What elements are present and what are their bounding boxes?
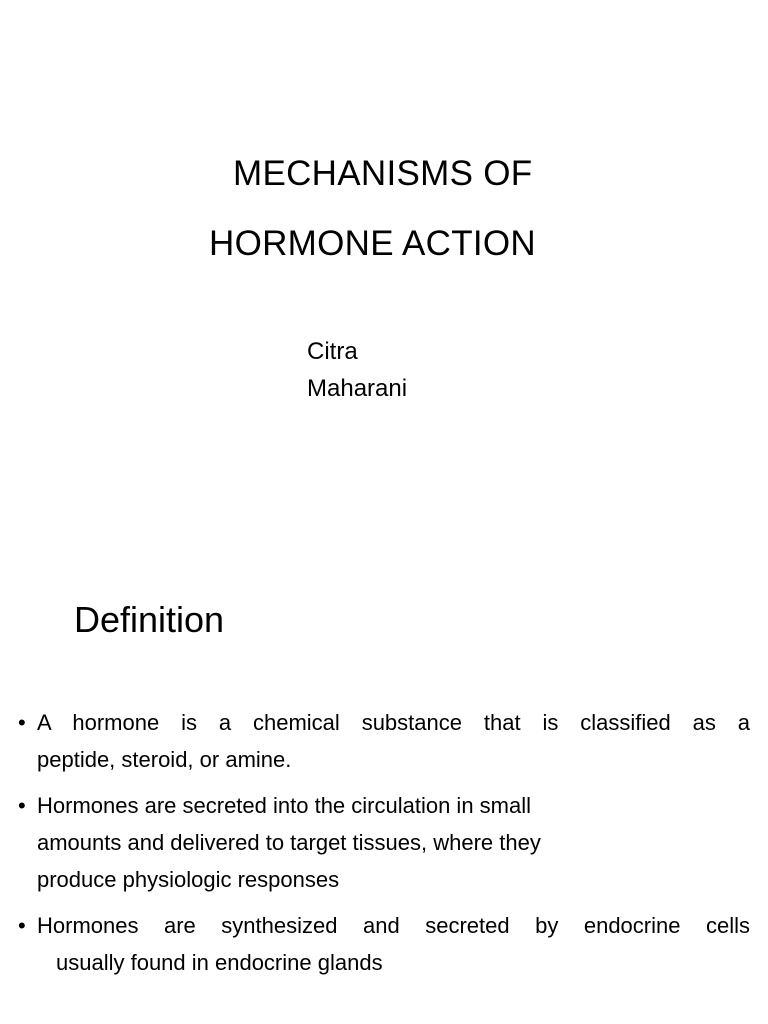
bullet-2-line-3: produce physiologic responses xyxy=(37,867,340,892)
bullet-1-line-2: peptide, steroid, or amine. xyxy=(37,747,292,772)
section-heading: Definition xyxy=(74,599,225,640)
bullet-icon: • xyxy=(18,710,26,735)
bullet-3-line-1: Hormones are synthesized and secreted by endocrine cells xyxy=(37,913,750,938)
list-item xyxy=(18,787,750,898)
list-item xyxy=(18,907,750,981)
title-line-2: HORMONE ACTION xyxy=(209,224,536,263)
bullet-2-line-1: Hormones are secreted into the circulation in small xyxy=(37,793,532,818)
title-line-1: MECHANISMS OF xyxy=(233,154,533,193)
author-last-name: Maharani xyxy=(307,375,408,402)
list-item xyxy=(18,704,750,778)
bullet-list xyxy=(18,704,750,990)
bullet-3-line-2: usually found in endocrine glands xyxy=(56,950,383,975)
bullet-1-line-1: A hormone is a chemical substance that is classified as a xyxy=(37,710,750,735)
bullet-icon: • xyxy=(18,793,26,818)
bullet-2-line-2: amounts and delivered to target tissues, where they xyxy=(37,830,541,855)
author-first-name: Citra xyxy=(307,338,358,365)
bullet-icon: • xyxy=(18,913,26,938)
